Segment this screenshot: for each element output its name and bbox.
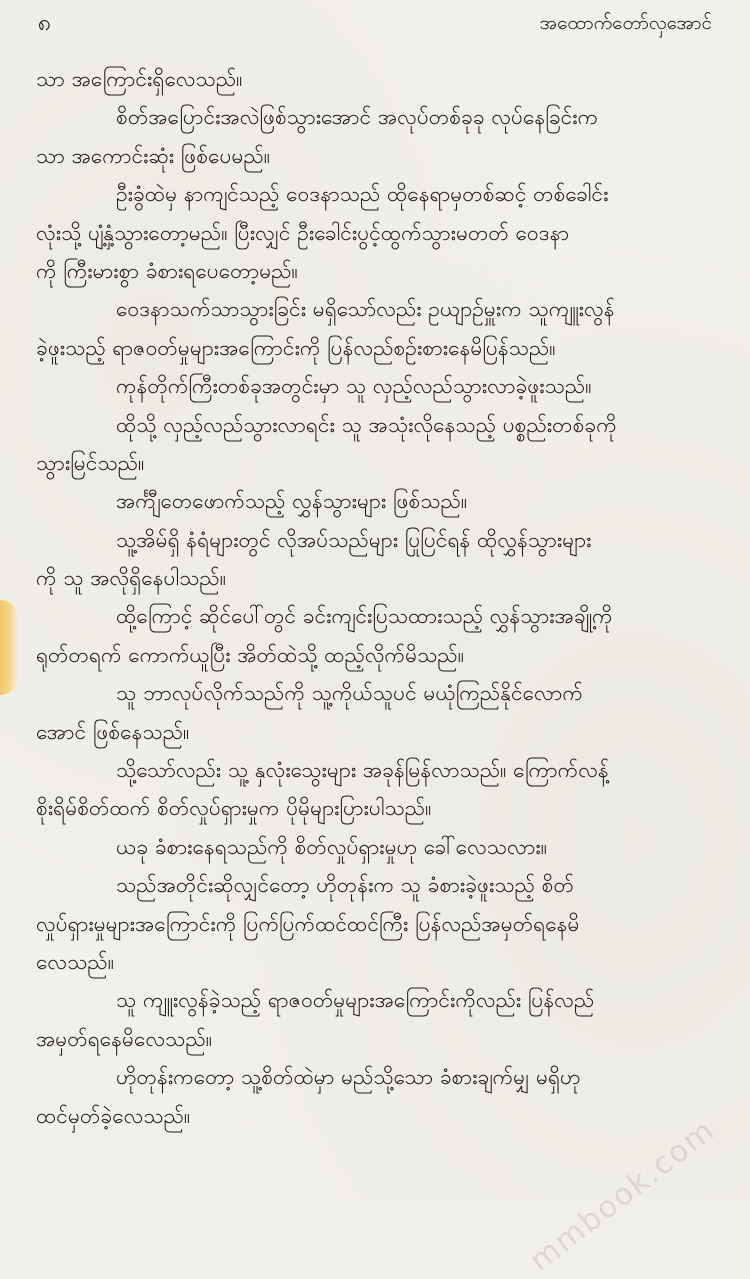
text-line: သာ အကြောင်းရှိလေသည်။ (36, 67, 243, 91)
text-line: ထိုသို့ လှည့်လည်သွားလာရင်း သူ အသုံးလိုနေသည့် ပစ္စည်းတစ်ခုကို (116, 412, 617, 437)
watermark: mmbook.com (523, 1112, 722, 1279)
text-line: သည်အတိုင်းဆိုလျှင်တော့ ဟိုတုန်းက သူ ခံစားခဲ့ဖူးသည့် စိတ် (116, 873, 574, 898)
page-number: ၈ (38, 10, 52, 36)
running-title: အထောက်တော်လှအောင် (539, 12, 712, 34)
text-line: အောင် ဖြစ်နေသည်။ (36, 719, 190, 744)
text-line: သို့သော်လည်း သူ့ နှလုံးသွေးများ အခုန်မြန်လာသည်။ ကြောက်လန့် (116, 758, 609, 783)
text-line: အင်္ကျီတေဖောက်သည့် လွှန်သွားများ ဖြစ်သည်။ (116, 489, 468, 514)
text-line: သွားမြင်သည်။ (36, 450, 145, 475)
page-edge-stain (0, 600, 18, 695)
text-line: ခဲ့ဖူးသည့် ရာဇဝတ်မှုများအကြောင်းကို ပြန်လည်စဉ်းစားနေမိပြန်သည်။ (36, 335, 556, 360)
text-line: သူ ကျူးလွန်ခဲ့သည့် ရာဇဝတ်မှုများအကြောင်းကိုလည်း ပြန်လည် (116, 988, 595, 1013)
text-line: လှုပ်ရှားမှုများအကြောင်းကို ပြက်ပြက်ထင်ထင်ကြီး ပြန်လည်အမှတ်ရနေမိ (36, 911, 580, 936)
text-line: ထို့ကြောင့် ဆိုင်ပေါ်တွင် ခင်းကျင်းပြသထားသည့် လွှန်သွားအချို့ကို (116, 604, 613, 629)
text-line: အမှတ်ရနေမိလေသည်။ (36, 1026, 213, 1051)
text-line: ကို သူ အလိုရှိနေပါသည်။ (36, 566, 227, 591)
text-line: ထင်မှတ်ခဲ့လေသည်။ (36, 1103, 191, 1128)
text-line: စိုးရိမ်စိတ်ထက် စိတ်လှုပ်ရှားမှုက ပိုမိုများပြားပါသည်။ (36, 796, 432, 821)
text-line: စိတ်အပြောင်းအလဲဖြစ်သွားအောင် အလုပ်တစ်ခုခု လုပ်နေခြင်းက (116, 105, 599, 130)
text-line: သူ ဘာလုပ်လိုက်သည်ကို သူ့ကိုယ်သူပင် မယုံကြည်နိုင်လောက် (116, 681, 583, 706)
text-line: လုံးသို့ ပျံ့နှံ့သွားတော့မည်။ ပြီးလျှင် ဦးခေါင်းပွင့်ထွက်သွားမတတ် ဝေဒနာ (36, 220, 570, 245)
text-line: ဟိုတုန်းကတော့ သူ့စိတ်ထဲမှာ မည်သို့သော ခံစားချက်မျှ မရှိဟု (116, 1065, 581, 1090)
page-header (0, 0, 750, 52)
text-line: သာ အကောင်းဆုံး ဖြစ်ပေမည်။ (36, 143, 271, 168)
text-line: ဦးခွံထဲမှ နာကျင်သည့် ဝေဒနာသည် ထိုနေရာမှတစ်ဆင့် တစ်ခေါင်း (116, 182, 609, 207)
text-line: ယခု ခံစားနေရသည်ကို စိတ်လှုပ်ရှားမှုဟု ခေါ်လေသလား။ (116, 834, 548, 859)
text-line: ရုတ်တရက် ကောက်ယူပြီး အိတ်ထဲသို့ ထည့်လိုက်မိသည်။ (36, 642, 465, 667)
text-line: သူ့အိမ်ရှိ နံရံများတွင် လိုအပ်သည်များ ပြုပြင်ရန် ထိုလွှန်သွားများ (116, 527, 592, 552)
text-line: လေသည်။ (36, 949, 115, 974)
text-line: ကုန်တိုက်ကြီးတစ်ခုအတွင်းမှာ သူ လှည့်လည်သွားလာခဲ့ဖူးသည်။ (116, 374, 592, 399)
text-line: ဝေဒနာသက်သာသွားခြင်း မရှိသော်လည်း ဥယျာဉ်မှူးက သူကျူးလွန် (116, 297, 615, 322)
body-text (36, 60, 718, 1135)
text-line: ကို ကြီးမားစွာ ခံစားရပေတော့မည်။ (36, 258, 298, 283)
